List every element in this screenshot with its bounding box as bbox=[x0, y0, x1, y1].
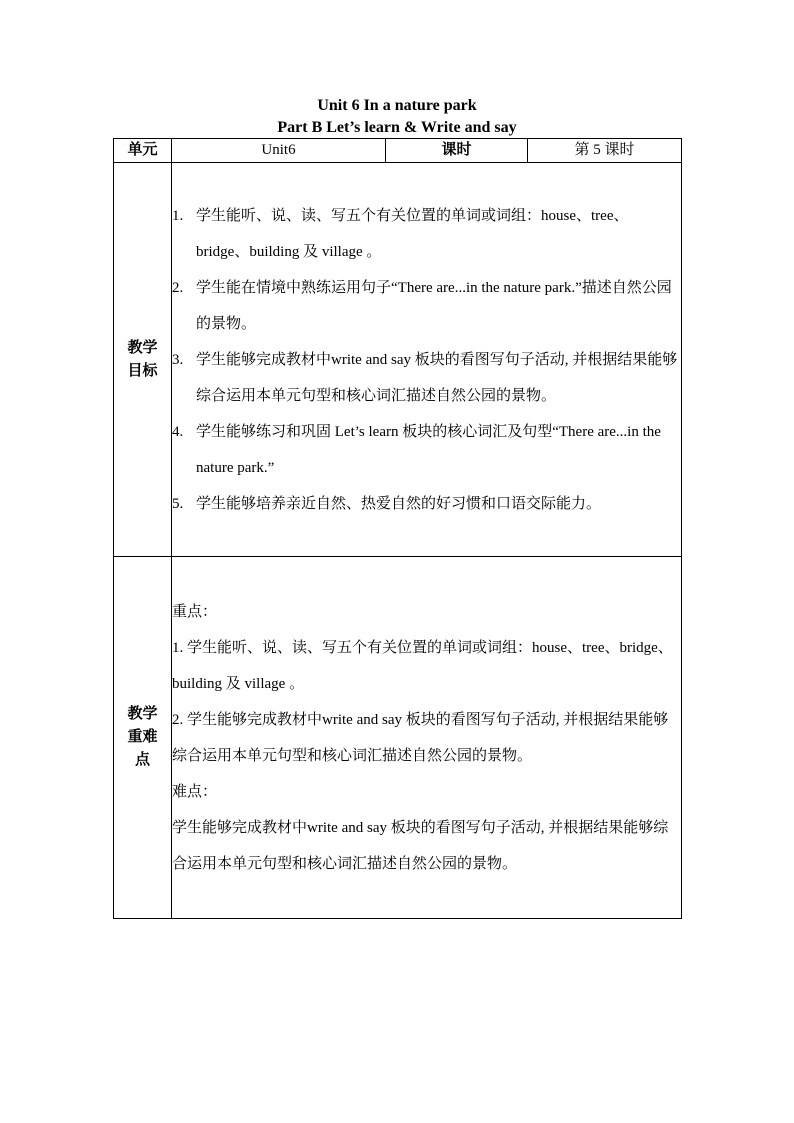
lesson-label: 课时 bbox=[386, 139, 528, 163]
objective-item bbox=[172, 486, 681, 522]
objectives-label-line1: 教学 bbox=[127, 339, 158, 356]
key-points-row bbox=[114, 557, 682, 919]
key-item-1: 1. 学生能听、说、读、写五个有关位置的单词或词组：house、tree、bridge、building 及 village 。 bbox=[172, 639, 673, 692]
objectives-label-line2: 目标 bbox=[127, 362, 158, 379]
objective-number: 4. bbox=[172, 423, 184, 440]
lesson-plan-table bbox=[113, 138, 682, 919]
objective-text: 学生能在情境中熟练运用句子“There are...in the nature park.”描述自然公园的景物。 bbox=[196, 279, 672, 332]
objective-text: 学生能够完成教材中write and say 板块的看图写句子活动, 并根据结果能够综合运用本单元句型和核心词汇描述自然公园的景物。 bbox=[196, 351, 678, 404]
lesson-value: 第 5 课时 bbox=[528, 139, 682, 163]
key-item-2: 2. 学生能够完成教材中write and say 板块的看图写句子活动, 并根据结果能够综合运用本单元句型和核心词汇描述自然公园的景物。 bbox=[172, 711, 669, 764]
key-points-label-line2: 重难 bbox=[127, 729, 158, 745]
document-subtitle: Part B Let’s learn & Write and say bbox=[277, 119, 517, 136]
objectives-row bbox=[114, 163, 682, 557]
objective-item bbox=[172, 270, 681, 342]
unit-label: 单元 bbox=[114, 139, 172, 163]
objectives-content bbox=[172, 163, 682, 557]
objectives-label bbox=[114, 163, 172, 557]
objective-item bbox=[172, 198, 681, 270]
objective-text: 学生能够练习和巩固 Let’s learn 板块的核心词汇及句型“There are...in the nature park.” bbox=[196, 423, 661, 476]
difficult-heading: 难点： bbox=[172, 783, 218, 800]
objective-text: 学生能够培养亲近自然、热爱自然的好习惯和口语交际能力。 bbox=[196, 495, 602, 512]
key-points-label bbox=[114, 557, 172, 919]
objective-number: 3. bbox=[172, 351, 184, 368]
key-points-label-line3: 点 bbox=[134, 752, 150, 768]
key-points-content bbox=[172, 557, 682, 919]
document-title: Unit 6 In a nature park bbox=[317, 97, 477, 114]
objective-item bbox=[172, 414, 681, 486]
objective-number: 5. bbox=[172, 495, 184, 512]
objective-text: 学生能听、说、读、写五个有关位置的单词或词组：house、tree、bridge、building 及 village 。 bbox=[196, 207, 629, 260]
objectives-list bbox=[172, 198, 681, 522]
objective-number: 2. bbox=[172, 279, 184, 296]
key-points-label-line1: 教学 bbox=[127, 706, 158, 722]
objective-number: 1. bbox=[172, 207, 184, 224]
key-heading: 重点： bbox=[172, 603, 218, 620]
unit-value: Unit6 bbox=[172, 139, 386, 163]
difficult-text: 学生能够完成教材中write and say 板块的看图写句子活动, 并根据结果能够综合运用本单元句型和核心词汇描述自然公园的景物。 bbox=[172, 819, 669, 872]
objective-item bbox=[172, 342, 681, 414]
info-row bbox=[114, 139, 682, 163]
